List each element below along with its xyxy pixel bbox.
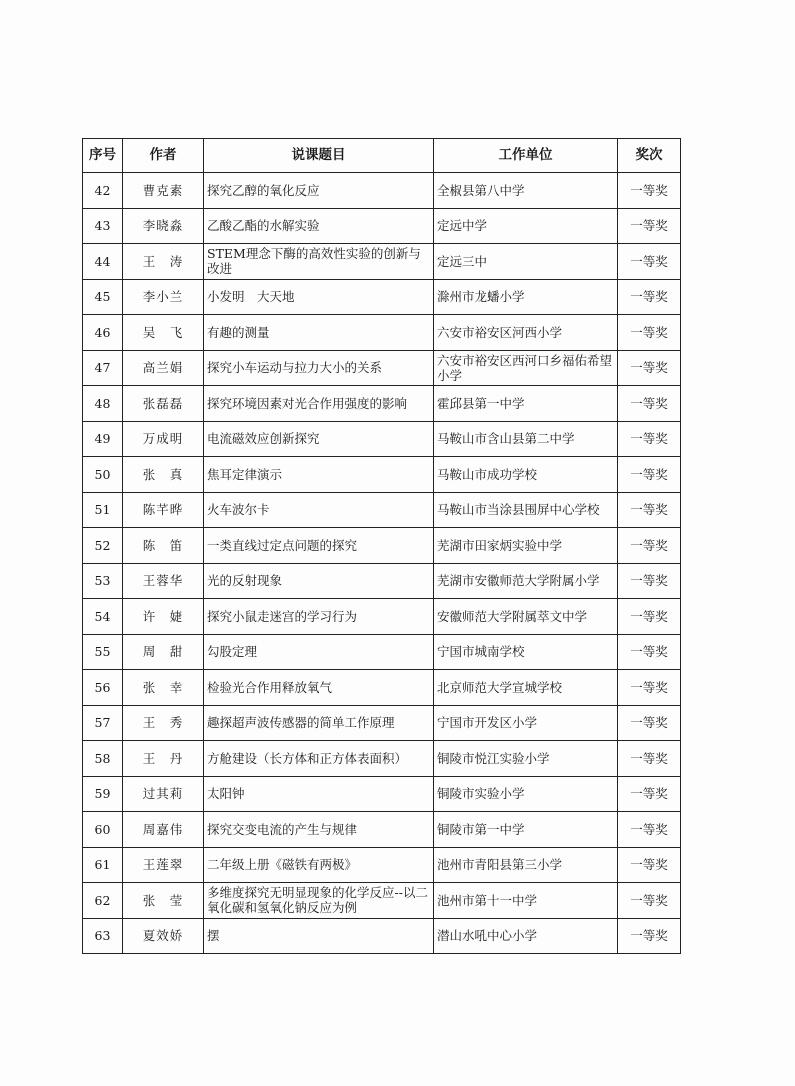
header-title: 说课题目 bbox=[204, 139, 434, 173]
table-row bbox=[83, 386, 681, 422]
row-author: 李小兰 bbox=[123, 279, 204, 315]
row-award: 一等奖 bbox=[618, 705, 681, 741]
row-title: 方舱建设（长方体和正方体表面积） bbox=[204, 741, 434, 777]
row-unit: 安徽师范大学附属萃文中学 bbox=[434, 599, 618, 635]
table-row bbox=[83, 918, 681, 954]
table-row bbox=[83, 492, 681, 528]
row-number: 48 bbox=[83, 386, 123, 422]
row-title: 探究交变电流的产生与规律 bbox=[204, 812, 434, 848]
row-author: 王 涛 bbox=[123, 244, 204, 280]
row-author: 过其莉 bbox=[123, 776, 204, 812]
row-unit: 马鞍山市成功学校 bbox=[434, 457, 618, 493]
table-row bbox=[83, 279, 681, 315]
row-award: 一等奖 bbox=[618, 670, 681, 706]
row-number: 44 bbox=[83, 244, 123, 280]
row-unit: 宁国市城南学校 bbox=[434, 634, 618, 670]
row-unit: 芜湖市田家炳实验中学 bbox=[434, 528, 618, 564]
row-award: 一等奖 bbox=[618, 918, 681, 954]
header-author: 作者 bbox=[123, 139, 204, 173]
row-award: 一等奖 bbox=[618, 315, 681, 351]
table-row bbox=[83, 847, 681, 883]
row-author: 王 丹 bbox=[123, 741, 204, 777]
row-title: 火车波尔卡 bbox=[204, 492, 434, 528]
table-row bbox=[83, 244, 681, 280]
row-award: 一等奖 bbox=[618, 457, 681, 493]
row-unit: 马鞍山市当涂县围屏中心学校 bbox=[434, 492, 618, 528]
row-author: 夏效娇 bbox=[123, 918, 204, 954]
row-author: 曹克素 bbox=[123, 173, 204, 209]
row-title: 摆 bbox=[204, 918, 434, 954]
row-number: 46 bbox=[83, 315, 123, 351]
row-unit: 铜陵市第一中学 bbox=[434, 812, 618, 848]
table-row bbox=[83, 634, 681, 670]
row-author: 张磊磊 bbox=[123, 386, 204, 422]
row-unit: 定远三中 bbox=[434, 244, 618, 280]
table-row bbox=[83, 350, 681, 386]
row-title: 探究小车运动与拉力大小的关系 bbox=[204, 350, 434, 386]
row-title: 趣探超声波传感器的简单工作原理 bbox=[204, 705, 434, 741]
row-unit: 霍邱县第一中学 bbox=[434, 386, 618, 422]
header-unit: 工作单位 bbox=[434, 139, 618, 173]
header-row bbox=[83, 139, 681, 173]
row-unit: 北京师范大学宣城学校 bbox=[434, 670, 618, 706]
table-row bbox=[83, 563, 681, 599]
row-number: 56 bbox=[83, 670, 123, 706]
table-header bbox=[83, 139, 681, 173]
row-award: 一等奖 bbox=[618, 350, 681, 386]
row-author: 王 秀 bbox=[123, 705, 204, 741]
row-title: 乙酸乙酯的水解实验 bbox=[204, 208, 434, 244]
row-author: 许 婕 bbox=[123, 599, 204, 635]
row-title: 探究小鼠走迷宫的学习行为 bbox=[204, 599, 434, 635]
row-award: 一等奖 bbox=[618, 883, 681, 919]
row-award: 一等奖 bbox=[618, 812, 681, 848]
row-award: 一等奖 bbox=[618, 492, 681, 528]
row-author: 周 甜 bbox=[123, 634, 204, 670]
row-number: 51 bbox=[83, 492, 123, 528]
row-number: 50 bbox=[83, 457, 123, 493]
row-award: 一等奖 bbox=[618, 741, 681, 777]
row-award: 一等奖 bbox=[618, 386, 681, 422]
table-row bbox=[83, 670, 681, 706]
row-title: 勾股定理 bbox=[204, 634, 434, 670]
row-author: 吴 飞 bbox=[123, 315, 204, 351]
row-title: STEM理念下酶的高效性实验的创新与改进 bbox=[204, 244, 434, 280]
row-title: 探究乙醇的氧化反应 bbox=[204, 173, 434, 209]
row-number: 47 bbox=[83, 350, 123, 386]
row-unit: 全椒县第八中学 bbox=[434, 173, 618, 209]
row-author: 陈 笛 bbox=[123, 528, 204, 564]
row-award: 一等奖 bbox=[618, 847, 681, 883]
header-number: 序号 bbox=[83, 139, 123, 173]
row-award: 一等奖 bbox=[618, 244, 681, 280]
row-author: 王蓉华 bbox=[123, 563, 204, 599]
row-award: 一等奖 bbox=[618, 776, 681, 812]
row-number: 52 bbox=[83, 528, 123, 564]
awards-table bbox=[82, 138, 681, 954]
row-award: 一等奖 bbox=[618, 279, 681, 315]
table-row bbox=[83, 705, 681, 741]
row-title: 焦耳定律演示 bbox=[204, 457, 434, 493]
row-number: 43 bbox=[83, 208, 123, 244]
row-number: 60 bbox=[83, 812, 123, 848]
table-body bbox=[83, 173, 681, 954]
row-title: 一类直线过定点问题的探究 bbox=[204, 528, 434, 564]
row-unit: 铜陵市实验小学 bbox=[434, 776, 618, 812]
row-title: 光的反射现象 bbox=[204, 563, 434, 599]
row-unit: 芜湖市安徽师范大学附属小学 bbox=[434, 563, 618, 599]
table-row bbox=[83, 812, 681, 848]
table-row bbox=[83, 741, 681, 777]
row-award: 一等奖 bbox=[618, 208, 681, 244]
row-unit: 池州市第十一中学 bbox=[434, 883, 618, 919]
row-number: 42 bbox=[83, 173, 123, 209]
row-author: 万成明 bbox=[123, 421, 204, 457]
header-award: 奖次 bbox=[618, 139, 681, 173]
row-number: 62 bbox=[83, 883, 123, 919]
row-unit: 宁国市开发区小学 bbox=[434, 705, 618, 741]
row-title: 多维度探究无明显现象的化学反应--以二氧化碳和氢氧化钠反应为例 bbox=[204, 883, 434, 919]
row-title: 小发明 大天地 bbox=[204, 279, 434, 315]
row-number: 61 bbox=[83, 847, 123, 883]
row-unit: 定远中学 bbox=[434, 208, 618, 244]
row-unit: 潜山水吼中心小学 bbox=[434, 918, 618, 954]
table-row bbox=[83, 776, 681, 812]
row-title: 二年级上册《磁铁有两极》 bbox=[204, 847, 434, 883]
row-title: 电流磁效应创新探究 bbox=[204, 421, 434, 457]
row-award: 一等奖 bbox=[618, 563, 681, 599]
row-number: 55 bbox=[83, 634, 123, 670]
table-row bbox=[83, 173, 681, 209]
row-author: 张 莹 bbox=[123, 883, 204, 919]
row-unit: 六安市裕安区西河口乡福佑希望小学 bbox=[434, 350, 618, 386]
row-number: 58 bbox=[83, 741, 123, 777]
row-award: 一等奖 bbox=[618, 528, 681, 564]
table-row bbox=[83, 528, 681, 564]
row-author: 周嘉伟 bbox=[123, 812, 204, 848]
row-number: 59 bbox=[83, 776, 123, 812]
row-award: 一等奖 bbox=[618, 421, 681, 457]
row-unit: 铜陵市悦江实验小学 bbox=[434, 741, 618, 777]
row-unit: 池州市青阳县第三小学 bbox=[434, 847, 618, 883]
row-author: 张 真 bbox=[123, 457, 204, 493]
row-author: 陈芊晔 bbox=[123, 492, 204, 528]
table-row bbox=[83, 883, 681, 919]
row-author: 张 幸 bbox=[123, 670, 204, 706]
row-number: 53 bbox=[83, 563, 123, 599]
row-award: 一等奖 bbox=[618, 634, 681, 670]
row-author: 李晓淼 bbox=[123, 208, 204, 244]
row-number: 54 bbox=[83, 599, 123, 635]
row-unit: 滁州市龙蟠小学 bbox=[434, 279, 618, 315]
row-title: 有趣的测量 bbox=[204, 315, 434, 351]
row-title: 检验光合作用释放氧气 bbox=[204, 670, 434, 706]
row-award: 一等奖 bbox=[618, 173, 681, 209]
row-title: 探究环境因素对光合作用强度的影响 bbox=[204, 386, 434, 422]
table-row bbox=[83, 599, 681, 635]
table-row bbox=[83, 315, 681, 351]
row-number: 57 bbox=[83, 705, 123, 741]
row-award: 一等奖 bbox=[618, 599, 681, 635]
table-row bbox=[83, 457, 681, 493]
row-unit: 马鞍山市含山县第二中学 bbox=[434, 421, 618, 457]
row-number: 63 bbox=[83, 918, 123, 954]
row-number: 49 bbox=[83, 421, 123, 457]
table-row bbox=[83, 208, 681, 244]
row-author: 王莲翠 bbox=[123, 847, 204, 883]
row-unit: 六安市裕安区河西小学 bbox=[434, 315, 618, 351]
row-title: 太阳钟 bbox=[204, 776, 434, 812]
row-author: 高兰娟 bbox=[123, 350, 204, 386]
row-number: 45 bbox=[83, 279, 123, 315]
table-row bbox=[83, 421, 681, 457]
